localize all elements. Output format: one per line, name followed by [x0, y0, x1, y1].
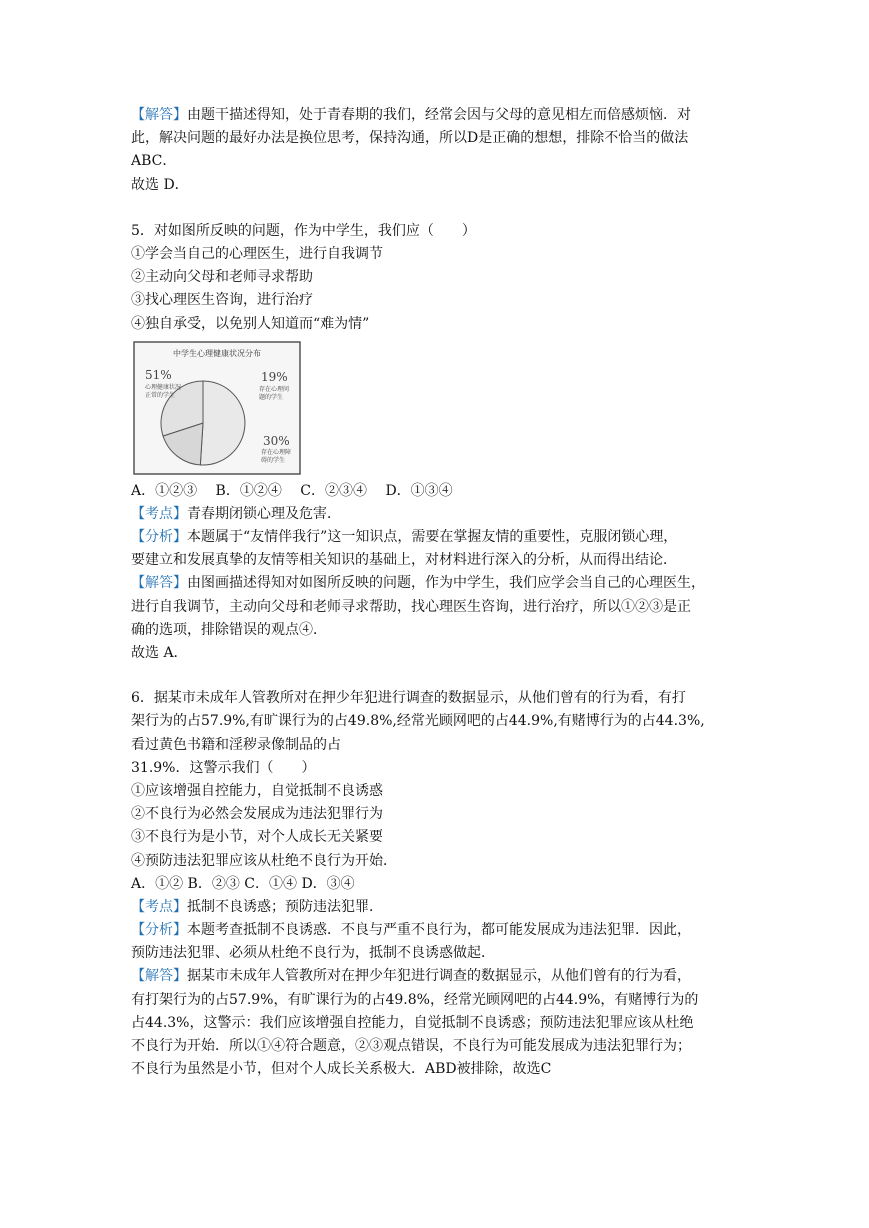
kaodian-tag: 【考点】 [131, 505, 187, 522]
fenxi-tag: 【分析】 [131, 529, 187, 546]
q6-stem-line-1: 6．据某市未成年人管教所对在押少年犯进行调查的数据显示，从他们曾有的行为看，有打 [131, 690, 686, 707]
q5-fenxi-line-2: 要建立和发展真挚的友情等相关知识的基础上，对材料进行深入的分析，从而得出结论． [131, 552, 677, 569]
q5-option-1: ①学会当自己的心理医生，进行自我调节 [131, 245, 383, 262]
q6-option-2: ②不良行为必然会发展成为违法犯罪行为 [131, 806, 383, 823]
q6-choices: A．①② B．②③ C．①④ D．③④ [131, 875, 355, 892]
slice-label-1-l1: 存在心理问 [259, 385, 290, 393]
q6-jieda-line-2: 有打架行为的占57.9%，有旷课行为的占49.8%，经常光顾网吧的占44.9%，有赌博行为的 [131, 991, 699, 1008]
jieda-tag: 【解答】 [131, 575, 187, 592]
q6-option-3: ③不良行为是小节，对个人成长无关紧要 [131, 829, 383, 846]
q6-option-4: ④预防违法犯罪应该从杜绝不良行为开始． [131, 852, 397, 869]
slice-label-0-l1: 心理健康状况 [145, 383, 182, 391]
pie-chart-figure [133, 341, 303, 475]
q6-stem-line-4: 31.9%．这警示我们（ ） [131, 759, 316, 776]
fenxi-tag: 【分析】 [131, 922, 187, 939]
q5-option-3: ③找心理医生咨询，进行治疗 [131, 292, 313, 309]
q5-jieda-line-3: 确的选项，排除错误的观点④． [131, 621, 327, 638]
q6-jieda-line-1: 【解答】据某市未成年人管教所对在押少年犯进行调查的数据显示，从他们曾有的行为看， [131, 968, 691, 985]
chart-title: 中学生心理健康状况分布 [173, 348, 261, 358]
q6-fenxi-line-1: 【分析】本题考查抵制不良诱惑．不良与严重不良行为，都可能发展成为违法犯罪．因此， [131, 922, 691, 939]
document-page [131, 104, 741, 1081]
q5-option-4: ④独自承受，以免别人知道而“难为情” [131, 315, 370, 332]
slice-label-pct-2: 30% [263, 433, 290, 448]
q6-jieda-line-5: 不良行为虽然是小节，但对个人成长关系极大．ABD被排除，故选C [131, 1061, 552, 1078]
pie-chart [133, 341, 301, 475]
slice-label-pct-1: 19% [261, 369, 288, 384]
jieda-tag: 【解答】 [131, 968, 187, 985]
q5-kaodian: 【考点】青春期闭锁心理及危害． [131, 505, 341, 522]
q5-jieda-line-2: 进行自我调节，主动向父母和老师寻求帮助，找心理医生咨询，进行治疗，所以①②③是正 [131, 598, 691, 615]
slice-label-2-l2: 碍的学生 [261, 456, 286, 464]
q5-option-2: ②主动向父母和老师寻求帮助 [131, 269, 313, 286]
slice-label-2-l1: 存在心理障 [261, 448, 292, 456]
spacer [131, 665, 741, 687]
slice-label-pct-0: 51% [145, 367, 172, 382]
slice-label-1-l2: 题的学生 [259, 393, 284, 401]
q4-answer-line-1: 【解答】由题干描述得知，处于青春期的我们，经常会因与父母的意见相左而倍感烦恼．对 [131, 107, 691, 123]
slice-label-0-l2: 正常的学生 [145, 391, 176, 399]
q5-stem: 5．对如图所反映的问题，作为中学生，我们应（ ） [131, 222, 476, 239]
answer-tag: 【解答】 [131, 107, 187, 123]
q4-answer-line-3: ABC． [131, 153, 177, 170]
q5-jieda-line-1: 【解答】由图画描述得知对如图所反映的问题，作为中学生，我们应学会当自己的心理医生， [131, 575, 705, 592]
q4-choice: 故选 D． [131, 176, 189, 193]
kaodian-tag: 【考点】 [131, 898, 187, 915]
q5-choices: A．①②③ B．①②④ C．②③④ D．①③④ [131, 482, 453, 499]
q6-kaodian: 【考点】抵制不良诱惑；预防违法犯罪． [131, 898, 383, 915]
q6-stem-line-2: 架行为的占57.9%,有旷课行为的占49.8%,经常光顾网吧的占44.9%,有赌博行为的占44.3%, [131, 713, 705, 730]
q4-answer-line-2: 此，解决问题的最好办法是换位思考，保持沟通，所以D是正确的想想，排除不恰当的做法 [131, 130, 689, 147]
q6-jieda-line-3: 占44.3%，这警示：我们应该增强自控能力，自觉抵制不良诱惑；预防违法犯罪应该从杜绝 [131, 1014, 694, 1031]
q6-fenxi-line-2: 预防违法犯罪、必须从杜绝不良行为，抵制不良诱惑做起． [131, 945, 495, 962]
q6-jieda-line-4: 不良行为开始．所以①④符合题意，②③观点错误，不良行为可能发展成为违法犯罪行为； [131, 1038, 691, 1054]
q6-stem-line-3: 看过黄色书籍和淫秽录像制品的占 [131, 736, 341, 753]
q5-choice: 故选 A． [131, 645, 188, 661]
q5-fenxi-line-1: 【分析】本题属于“友情伴我行”这一知识点，需要在掌握友情的重要性，克服闭锁心理， [131, 529, 678, 546]
spacer [131, 197, 741, 220]
q6-option-1: ①应该增强自控能力，自觉抵制不良诱惑 [131, 782, 383, 799]
